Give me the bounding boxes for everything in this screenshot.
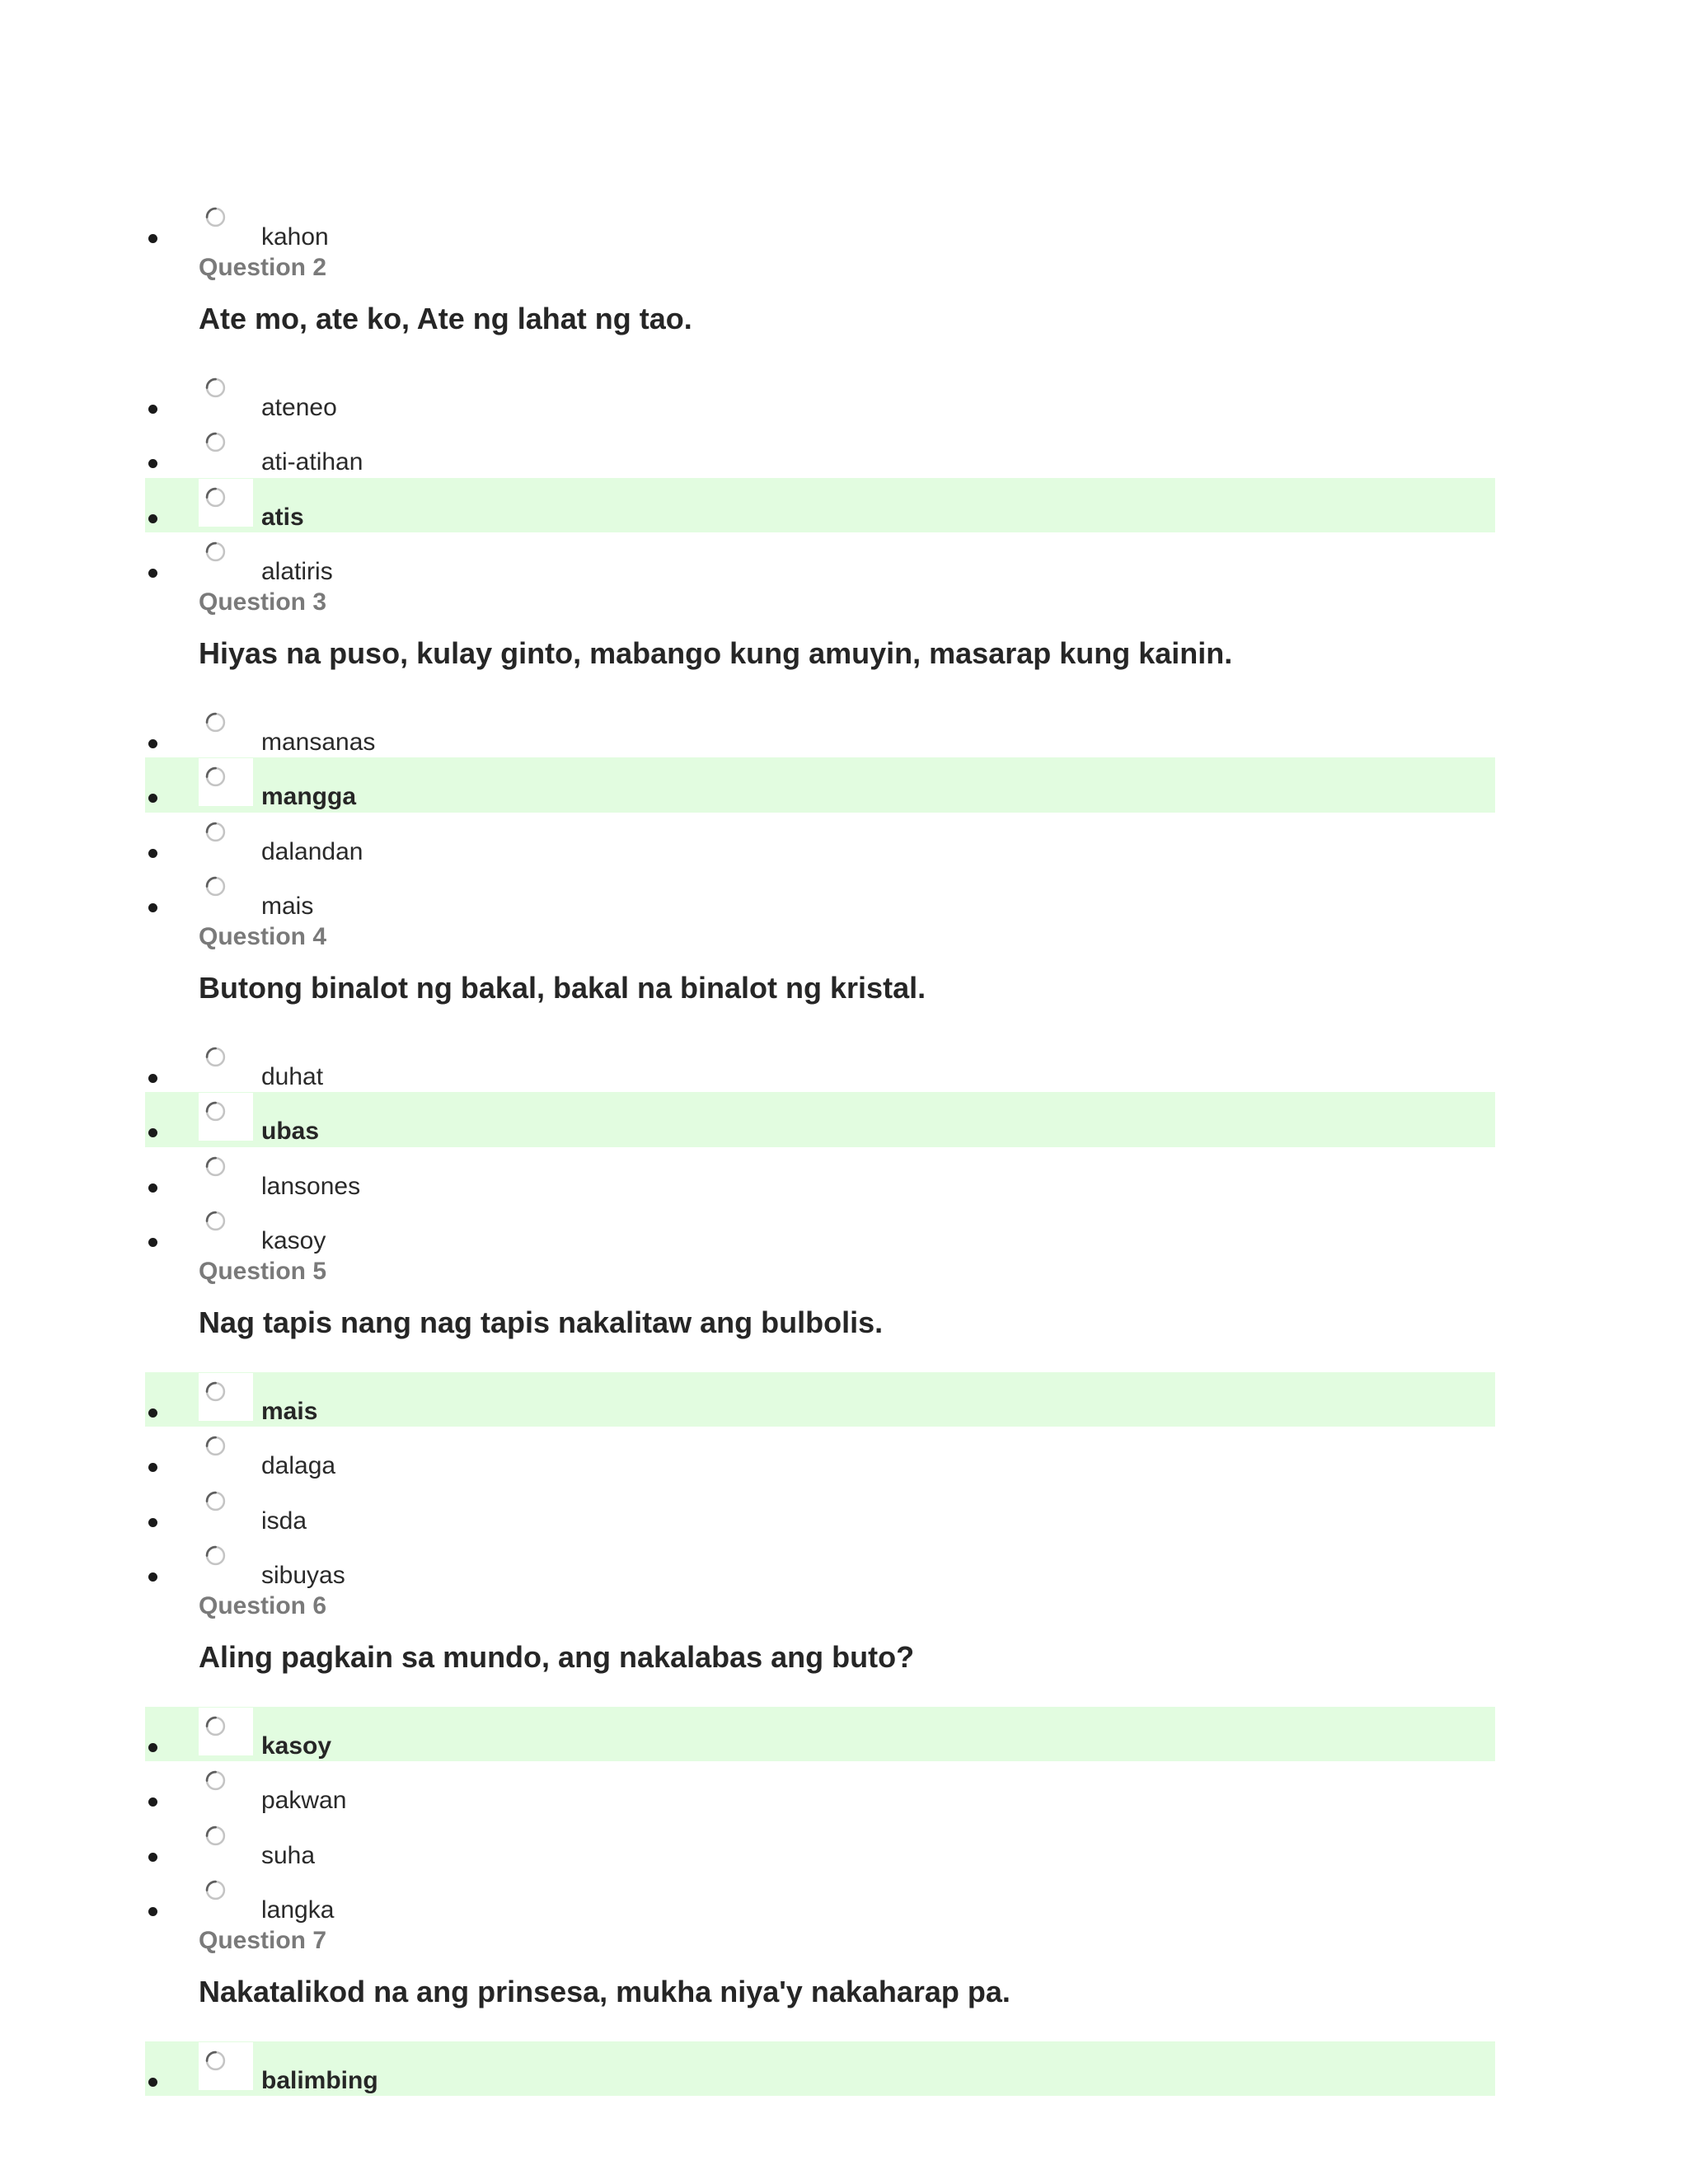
radio-button[interactable] — [199, 813, 253, 861]
answer-option-label: kahon — [261, 223, 329, 251]
bullet-dot-icon — [148, 849, 157, 858]
answer-option-correct[interactable] — [0, 2041, 1688, 2097]
answer-options-list — [0, 703, 1688, 922]
bullet-dot-icon — [148, 1408, 157, 1418]
question-text: Nag tapis nang nag tapis nakalitaw ang bulbolis. — [199, 1305, 884, 1339]
question-block — [0, 1591, 1688, 1926]
answer-option[interactable] — [0, 1202, 1688, 1257]
answer-option-label: mangga — [261, 783, 357, 810]
answer-options-list — [0, 368, 1688, 588]
radio-button[interactable] — [199, 1708, 253, 1755]
question-header — [0, 253, 1688, 368]
bullet-dot-icon — [148, 1907, 157, 1916]
bullet-dot-icon — [148, 1238, 157, 1247]
loading-spinner-icon — [205, 487, 226, 508]
question-number-label: Question 4 — [199, 922, 327, 950]
radio-button[interactable] — [199, 1427, 253, 1475]
bullet-dot-icon — [148, 1797, 157, 1807]
question-text: Nakatalikod na ang prinsesa, mukha niya'y nakaharap pa. — [199, 1974, 1010, 2008]
correct-answer-highlight — [145, 1707, 1495, 1762]
quiz-review — [0, 198, 1688, 2096]
bullet-dot-icon — [148, 1572, 157, 1582]
loading-spinner-icon — [205, 1211, 226, 1231]
answer-option-label: langka — [261, 1896, 335, 1924]
radio-button[interactable] — [199, 758, 253, 806]
answer-option-label: mais — [261, 893, 314, 920]
question-number-label: Question 7 — [199, 1926, 327, 1954]
question-header — [0, 1926, 1688, 2041]
bullet-dot-icon — [148, 1743, 157, 1752]
answer-option-label: mais — [261, 1397, 318, 1425]
bullet-dot-icon — [148, 794, 157, 803]
loading-spinner-icon — [205, 1770, 226, 1791]
question-block — [0, 1926, 1688, 2097]
question-block — [0, 1257, 1688, 1591]
answer-option-correct[interactable] — [0, 1707, 1688, 1762]
answer-option-label: sibuyas — [261, 1562, 345, 1589]
answer-option-label: duhat — [261, 1062, 324, 1090]
answer-option-label: atis — [261, 503, 304, 531]
answer-option[interactable] — [0, 423, 1688, 478]
answer-option[interactable] — [0, 1038, 1688, 1093]
loading-spinner-icon — [205, 377, 226, 398]
bullet-dot-icon — [148, 903, 157, 912]
correct-answer-highlight — [145, 1092, 1495, 1147]
bullet-dot-icon — [148, 1183, 157, 1193]
bullet-dot-icon — [148, 514, 157, 523]
question-number-label: Question 3 — [199, 588, 327, 616]
answer-option-label: kasoy — [261, 1227, 326, 1254]
answer-option-label: ateneo — [261, 393, 337, 421]
question-number-label: Question 2 — [199, 253, 327, 281]
radio-button[interactable] — [199, 868, 253, 916]
radio-button[interactable] — [199, 199, 253, 246]
answer-options-list — [0, 1372, 1688, 1591]
bullet-dot-icon — [148, 1518, 157, 1527]
bullet-dot-icon — [148, 459, 157, 468]
question-header — [0, 588, 1688, 703]
radio-button[interactable] — [199, 1038, 253, 1086]
question-header — [0, 1591, 1688, 1707]
question-number-label: Question 5 — [199, 1257, 327, 1285]
loading-spinner-icon — [205, 1436, 226, 1456]
loading-spinner-icon — [205, 2050, 226, 2071]
radio-button[interactable] — [199, 1872, 253, 1919]
answer-option[interactable] — [0, 813, 1688, 868]
answer-option[interactable] — [0, 867, 1688, 922]
loading-spinner-icon — [205, 1047, 226, 1067]
bullet-dot-icon — [148, 1463, 157, 1472]
answer-option-correct[interactable] — [0, 1372, 1688, 1427]
answer-option[interactable] — [0, 1871, 1688, 1926]
loading-spinner-icon — [205, 541, 226, 562]
answer-option-correct[interactable] — [0, 478, 1688, 533]
answer-options-list — [0, 1707, 1688, 1926]
loading-spinner-icon — [205, 1880, 226, 1900]
answer-option-label: dalandan — [261, 837, 363, 865]
loading-spinner-icon — [205, 1825, 226, 1846]
radio-button[interactable] — [199, 1817, 253, 1865]
answer-option[interactable] — [0, 1427, 1688, 1482]
question-text: Butong binalot ng bakal, bakal na binalot ng kristal. — [199, 970, 926, 1005]
radio-button[interactable] — [199, 2042, 253, 2090]
question-number-label: Question 6 — [199, 1591, 327, 1619]
loading-spinner-icon — [205, 1716, 226, 1736]
loading-spinner-icon — [205, 1381, 226, 1402]
answer-options-list — [0, 198, 1688, 253]
answer-option-label: alatiris — [261, 558, 333, 585]
answer-option[interactable] — [0, 198, 1688, 253]
bullet-dot-icon — [148, 405, 157, 414]
question-block — [0, 253, 1688, 588]
bullet-dot-icon — [148, 1853, 157, 1862]
answer-option[interactable] — [0, 532, 1688, 588]
answer-option-label: kasoy — [261, 1732, 332, 1760]
loading-spinner-icon — [205, 1545, 226, 1566]
correct-answer-highlight — [145, 1372, 1495, 1427]
answer-option[interactable] — [0, 1761, 1688, 1816]
correct-answer-highlight — [145, 478, 1495, 533]
loading-spinner-icon — [205, 1101, 226, 1122]
radio-button[interactable] — [199, 424, 253, 471]
answer-option-correct[interactable] — [0, 757, 1688, 813]
answer-option-label: lansones — [261, 1172, 361, 1200]
radio-button[interactable] — [199, 479, 253, 527]
radio-button[interactable] — [199, 1202, 253, 1250]
question-block — [0, 922, 1688, 1257]
answer-option[interactable] — [0, 1536, 1688, 1591]
answer-option-label: dalaga — [261, 1452, 336, 1479]
question-header — [0, 1257, 1688, 1372]
radio-button[interactable] — [199, 1373, 253, 1421]
question-block — [0, 198, 1688, 253]
loading-spinner-icon — [205, 207, 226, 227]
answer-option[interactable] — [0, 1147, 1688, 1202]
loading-spinner-icon — [205, 766, 226, 787]
question-block — [0, 588, 1688, 922]
radio-button[interactable] — [199, 1148, 253, 1196]
radio-button[interactable] — [199, 533, 253, 581]
answer-option[interactable] — [0, 368, 1688, 424]
question-text: Hiyas na puso, kulay ginto, mabango kung amuyin, masarap kung kainin. — [199, 635, 1233, 670]
bullet-dot-icon — [148, 1128, 157, 1137]
question-text: Aling pagkain sa mundo, ang nakalabas ang buto? — [199, 1639, 915, 1674]
radio-button[interactable] — [199, 1093, 253, 1141]
answer-option-label: isda — [261, 1507, 307, 1535]
radio-button[interactable] — [199, 369, 253, 417]
radio-button[interactable] — [199, 1762, 253, 1810]
answer-option-label: pakwan — [261, 1787, 347, 1814]
answer-option-label: suha — [261, 1841, 316, 1869]
answer-option-correct[interactable] — [0, 1092, 1688, 1147]
loading-spinner-icon — [205, 432, 226, 452]
bullet-dot-icon — [148, 739, 157, 748]
answer-option[interactable] — [0, 1816, 1688, 1872]
loading-spinner-icon — [205, 712, 226, 733]
radio-button[interactable] — [199, 704, 253, 752]
answer-options-list — [0, 2041, 1688, 2097]
answer-option[interactable] — [0, 1482, 1688, 1537]
bullet-dot-icon — [148, 2078, 157, 2087]
answer-option-label: ati-atihan — [261, 448, 363, 476]
answer-options-list — [0, 1038, 1688, 1257]
bullet-dot-icon — [148, 569, 157, 578]
loading-spinner-icon — [205, 1491, 226, 1511]
radio-button[interactable] — [199, 1537, 253, 1585]
answer-option-label: mansanas — [261, 728, 376, 756]
answer-option[interactable] — [0, 703, 1688, 758]
question-text: Ate mo, ate ko, Ate ng lahat ng tao. — [199, 301, 692, 335]
bullet-dot-icon — [148, 1074, 157, 1083]
answer-option-label: balimbing — [261, 2066, 378, 2094]
loading-spinner-icon — [205, 1156, 226, 1177]
loading-spinner-icon — [205, 876, 226, 897]
radio-button[interactable] — [199, 1483, 253, 1530]
loading-spinner-icon — [205, 822, 226, 842]
question-header — [0, 922, 1688, 1038]
bullet-dot-icon — [148, 234, 157, 243]
answer-option-label: ubas — [261, 1118, 320, 1145]
